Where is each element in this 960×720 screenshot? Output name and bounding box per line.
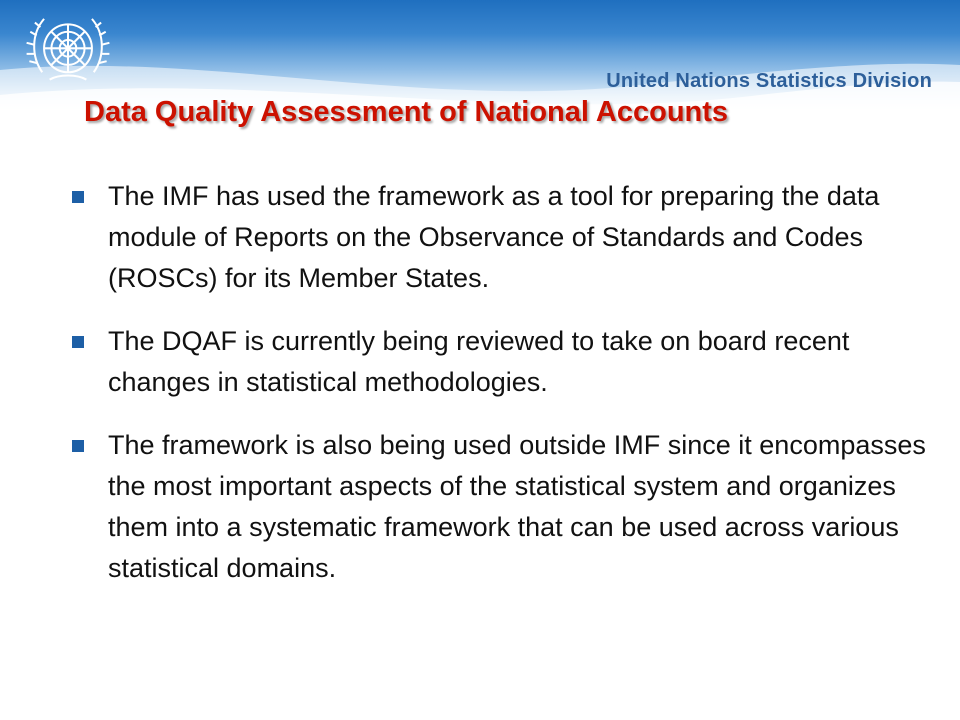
square-bullet-icon bbox=[72, 336, 84, 348]
bullet-text: The DQAF is currently being reviewed to take on board recent changes in statistical methodologies. bbox=[108, 326, 850, 397]
square-bullet-icon bbox=[72, 440, 84, 452]
square-bullet-icon bbox=[72, 191, 84, 203]
bullet-list bbox=[72, 176, 932, 611]
bullet-text: The framework is also being used outside IMF since it encompasses the most important aspects of the statistical system and organizes them into a systematic framework that can be used across various statistical domains. bbox=[108, 430, 926, 583]
list-item bbox=[72, 176, 932, 299]
list-item bbox=[72, 321, 932, 403]
division-name: United Nations Statistics Division bbox=[606, 70, 932, 92]
bullet-text: The IMF has used the framework as a tool for preparing the data module of Reports on the Observance of Standards and Codes (ROSCs) for its Member States. bbox=[108, 181, 880, 293]
slide-title: Data Quality Assessment of National Accounts bbox=[84, 96, 729, 128]
un-emblem-icon bbox=[22, 6, 114, 98]
list-item bbox=[72, 425, 932, 589]
